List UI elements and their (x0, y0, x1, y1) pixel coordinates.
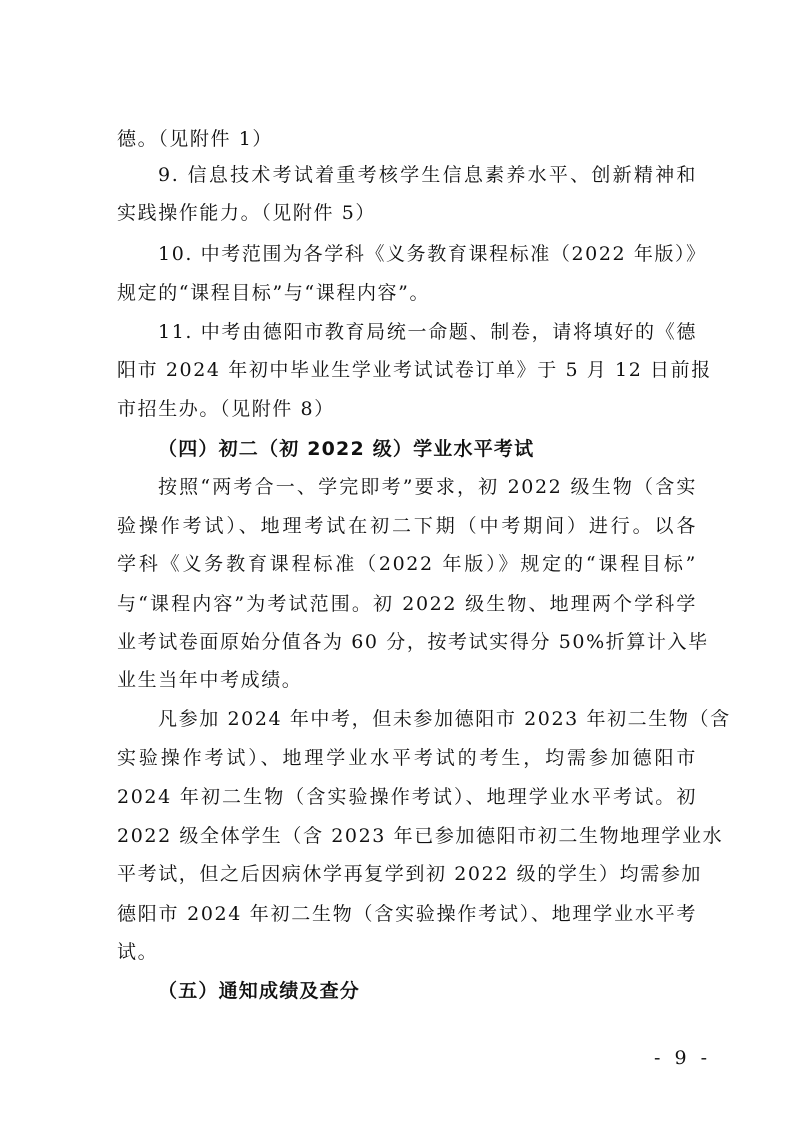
paragraph-line: 实践操作能力。（见附件 5） (117, 202, 377, 224)
paragraph-line: 规定的“课程目标”与“课程内容”。 (117, 282, 431, 304)
paragraph-line: 按照“两考合一、学完即考”要求，初 2022 级生物（含实 (158, 476, 697, 498)
paragraph-line: 2022 级全体学生（含 2023 年已参加德阳市初二生物地理学业水 (117, 825, 724, 847)
paragraph-line: 市招生办。（见附件 8） (117, 398, 335, 420)
paragraph-line: 试。 (117, 941, 159, 963)
paragraph-line: 11. 中考由德阳市教育局统一命题、制卷，请将填好的《德 (158, 321, 697, 343)
section-heading: （五）通知成绩及查分 (158, 980, 361, 1002)
paragraph-line: 平考试，但之后因病休学再复学到初 2022 级的学生）均需参加 (117, 863, 703, 885)
paragraph-line: 2024 年初二生物（含实验操作考试）、地理学业水平考试。初 (117, 786, 697, 808)
paragraph-line: 10. 中考范围为各学科《义务教育课程标准（2022 年版）》 (158, 243, 707, 265)
paragraph-line: 与“课程内容”为考试范围。初 2022 级生物、地理两个学科学 (117, 593, 697, 615)
paragraph-line: 业生当年中考成绩。 (117, 669, 303, 691)
paragraph-line: 业考试卷面原始分值各为 60 分，按考试实得分 50%折算计入毕 (117, 631, 709, 653)
paragraph-line: 阳市 2024 年初中毕业生学业考试试卷订单》于 5 月 12 日前报 (117, 359, 712, 381)
paragraph-line: 学科《义务教育课程标准（2022 年版）》规定的“课程目标” (117, 553, 697, 575)
paragraph-line: 凡参加 2024 年中考，但未参加德阳市 2023 年初二生物（含 (158, 708, 731, 730)
paragraph-line: 9. 信息技术考试着重考核学生信息素养水平、创新精神和 (158, 164, 697, 186)
paragraph-line: 德。（见附件 1） (117, 128, 274, 150)
paragraph-line: 验操作考试）、地理考试在初二下期（中考期间）进行。以各 (117, 515, 697, 537)
paragraph-line: 德阳市 2024 年初二生物（含实验操作考试）、地理学业水平考 (117, 903, 697, 925)
page-number: - 9 - (654, 1047, 712, 1069)
paragraph-line: 实验操作考试）、地理学业水平考试的考生，均需参加德阳市 (117, 747, 697, 769)
section-heading: （四）初二（初 2022 级）学业水平考试 (158, 438, 535, 460)
